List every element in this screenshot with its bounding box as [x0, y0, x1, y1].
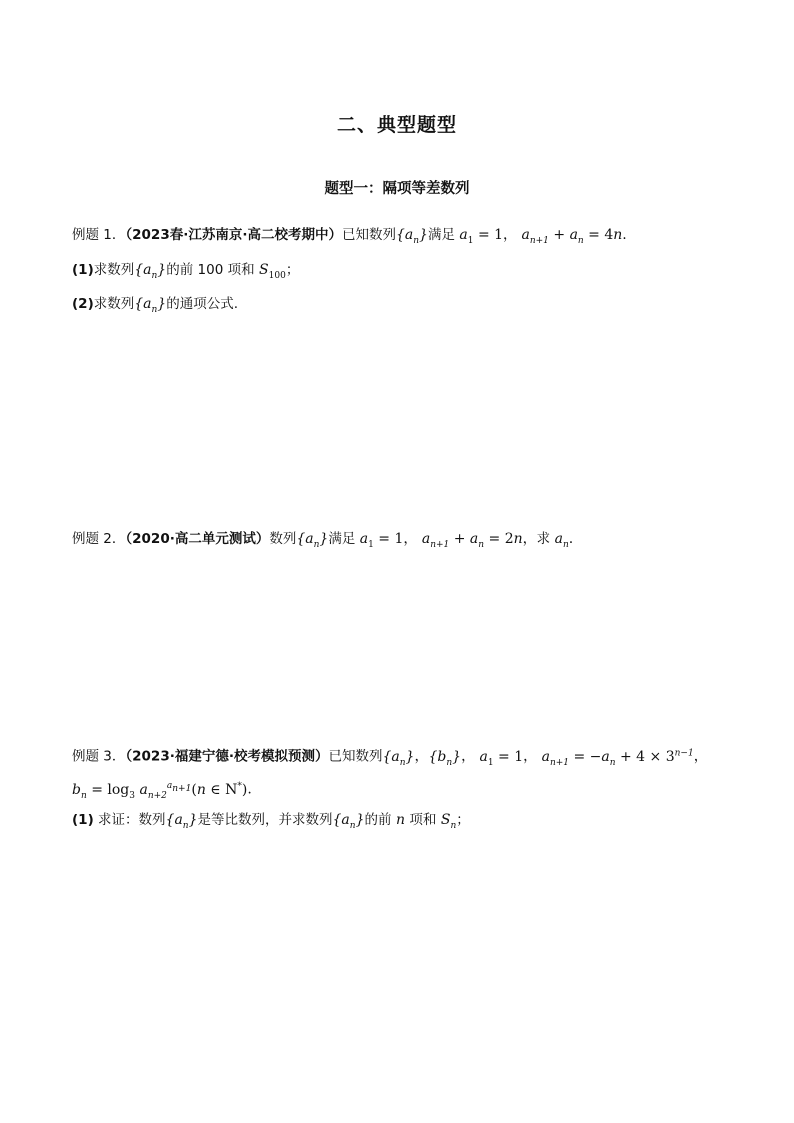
example-3-source: （2023·福建宁德·校考模拟预测）	[125, 748, 329, 765]
example-1-part-2: (2)求数列$\{a_n\}$的通项公式.	[72, 296, 239, 315]
example-3-part-1: (1) 求证：数列$\{a_n\}$是等比数列，并求数列$\{a_n\}$的前 n 项和 $S_n$；	[72, 812, 470, 831]
example-3-stem: 例题 3．（2023·福建宁德·校考模拟预测）已知数列$\{a_n\}$，$\{b_n\}$， $a_1 = 1$， $a_{n+1} = -a_n + 4 \times 3^{n-1}$，	[72, 748, 708, 768]
formula-sn: $S_n$	[436, 812, 457, 831]
formula-bn: $b_n = \log_3 a_{n+2}^{a_{n+1}}(n$ ∈ N*)	[72, 781, 248, 801]
example-1-source: （2023春·江苏南京·高二校考期中）	[125, 227, 342, 243]
example-1-label: 例题 1．	[72, 227, 126, 243]
section-title: 二、典型题型	[336, 114, 457, 136]
formula-recurrence-3: $a_{n+1} = -a_n + 4 \times 3^{n-1}$	[537, 748, 694, 768]
formula-a1: $a_1 = 1$	[454, 227, 504, 246]
formula-seq-an: $\{a_n\}$	[395, 227, 428, 246]
formula-s100: $S_{100}$	[254, 262, 286, 281]
example-2-stem: 例题 2．（2020·高二单元测试）数列$\{a_n\}$满足 $a_1 = 1$， $a_{n+1} + a_n = 2n$，求 $a_n$.	[72, 531, 574, 550]
formula-recurrence-1: $a_{n+1} + a_n = 4n$	[517, 227, 623, 246]
example-1-part-1: (1)求数列$\{a_n\}$的前 100 项和 $S_{100}$；	[72, 262, 300, 281]
example-3-bn-definition: $b_n = \log_3 a_{n+2}^{a_{n+1}}(n$ ∈ N*).	[72, 781, 252, 801]
example-1-stem: 例题 1．（2023春·江苏南京·高二校考期中）已知数列$\{a_n\}$满足 $a_1 = 1$， $a_{n+1} + a_n = 4n$.	[72, 227, 627, 246]
example-3-label: 例题 3．	[72, 748, 126, 765]
formula-recurrence-2: $a_{n+1} + a_n = 2n$	[417, 531, 523, 550]
example-2-label: 例题 2．	[72, 531, 126, 547]
example-2-source: （2020·高二单元测试）	[125, 531, 270, 547]
subsection-title: 题型一：隔项等差数列	[324, 181, 470, 197]
